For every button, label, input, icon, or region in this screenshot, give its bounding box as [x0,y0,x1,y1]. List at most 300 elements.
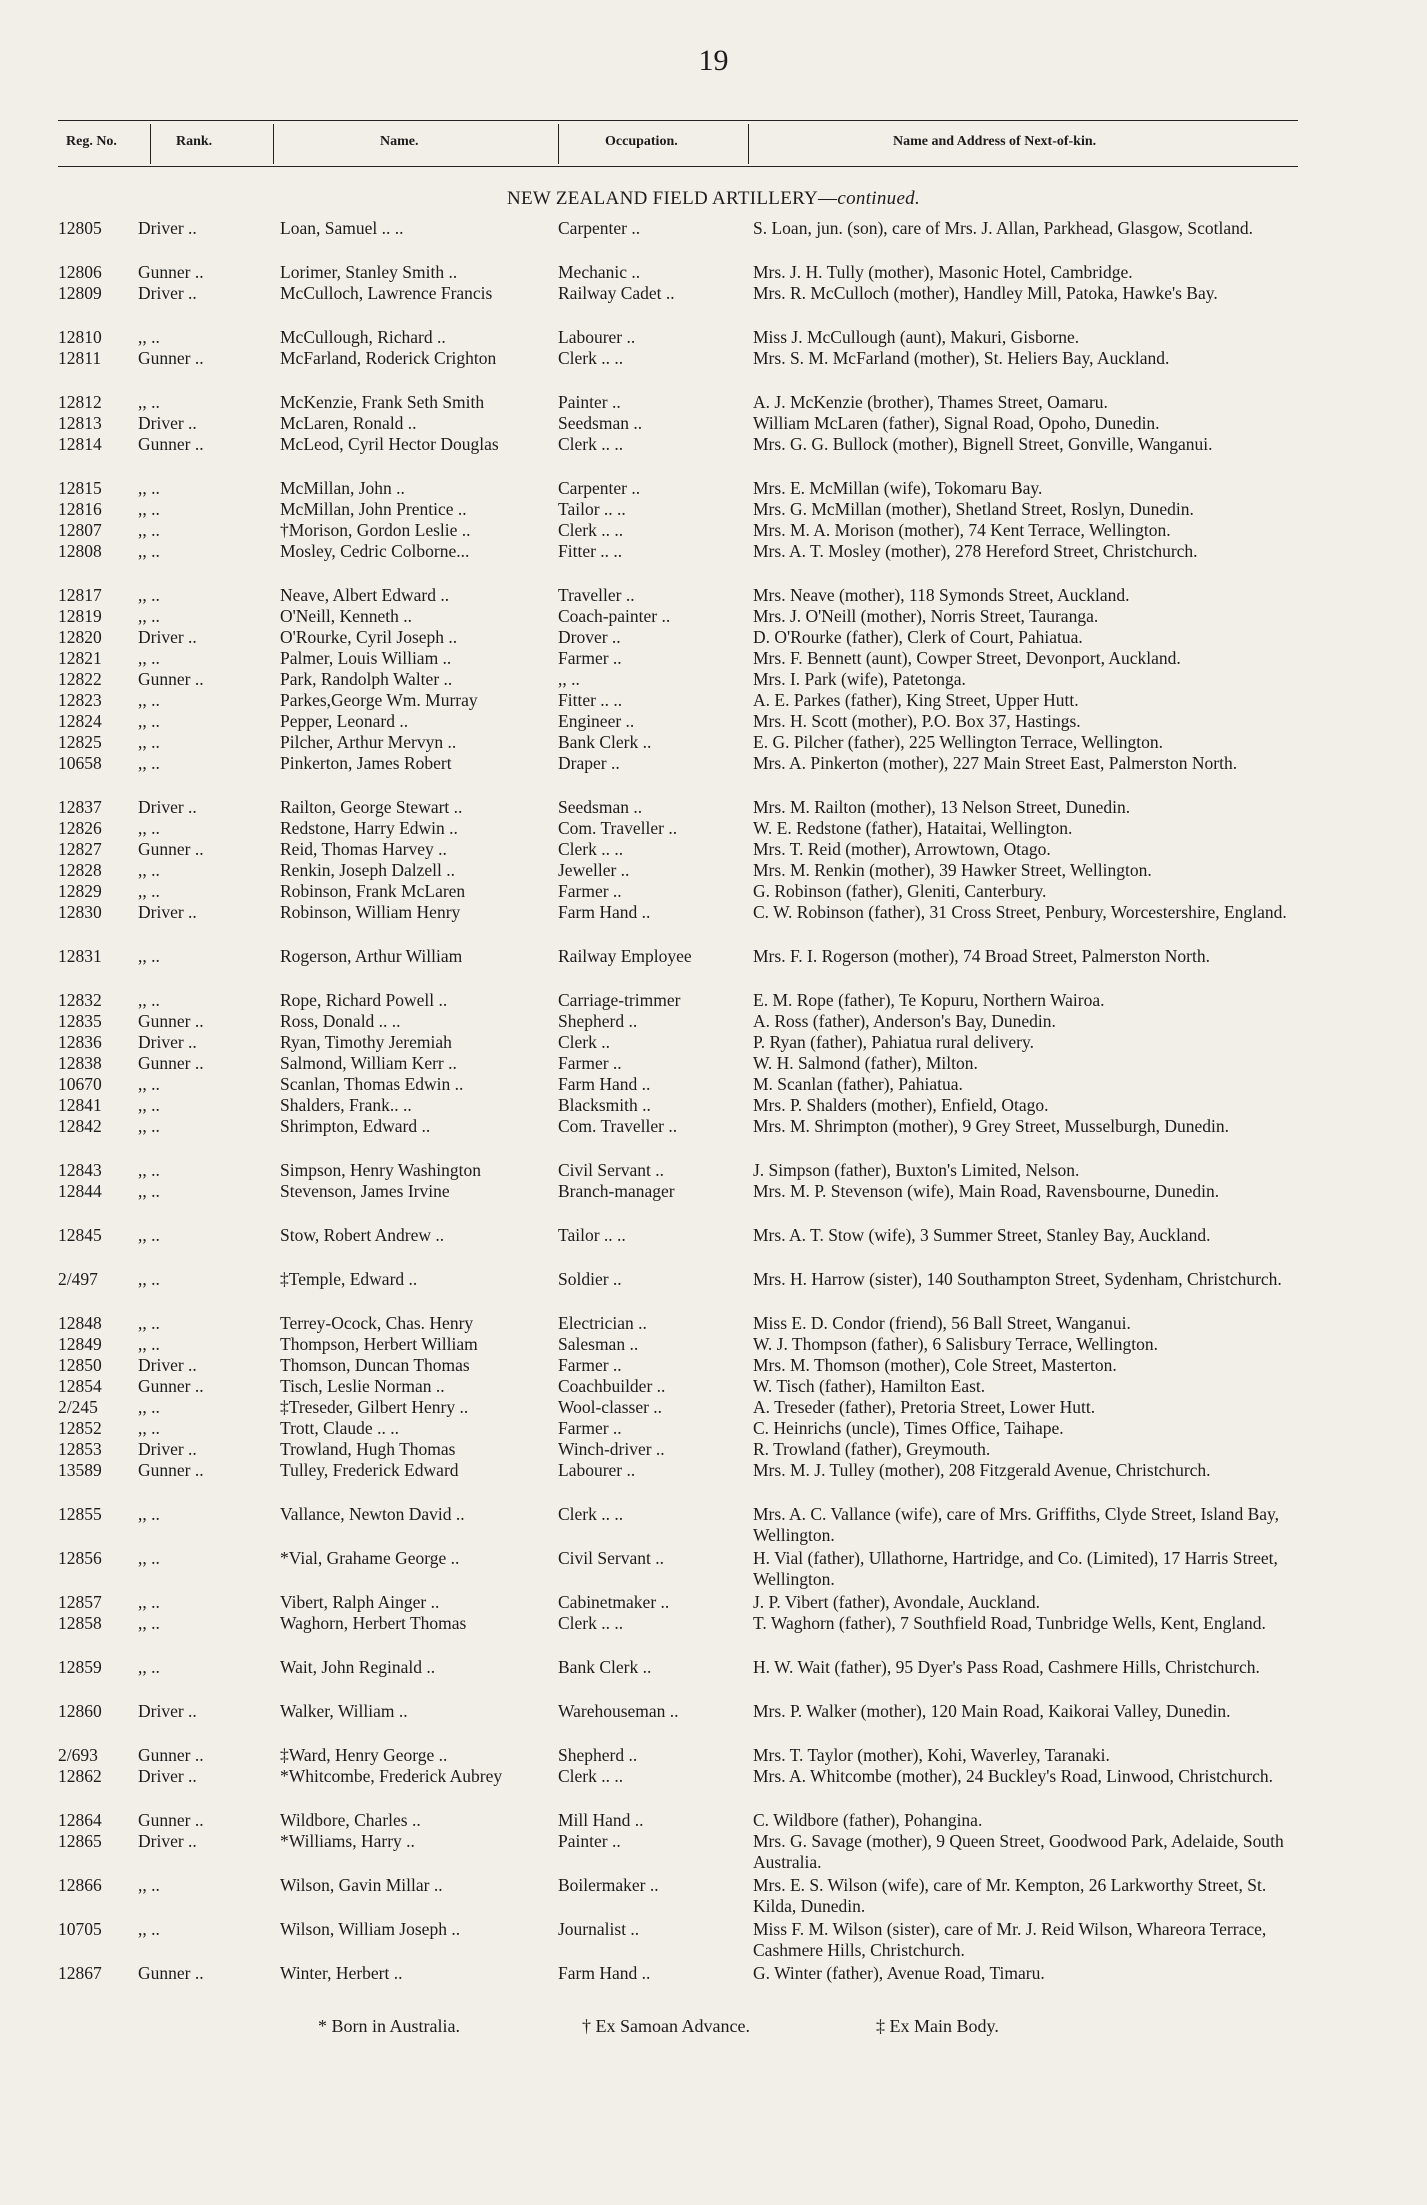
next-of-kin-cell: Mrs. P. Shalders (mother), Enfield, Otago. [753,1095,1049,1115]
reg-no-cell: 12810 [58,327,102,347]
rank-cell: ,, .. [138,860,160,880]
next-of-kin-cell: Miss F. M. Wilson (sister), care of Mr. J. Reid Wilson, Whareora Terrace, Cashmere Hills, Christchurch. [753,1919,1267,1960]
rank-cell: Gunner .. [138,1011,204,1031]
occupation-cell: Com. Traveller .. [558,1116,678,1136]
table-row [58,627,1298,648]
name-cell: Robinson, Frank McLaren [280,881,466,901]
header-divider [558,124,559,164]
table-row [58,218,1298,262]
table-row [58,1613,1298,1657]
reg-no-cell: 12848 [58,1313,102,1333]
footnote-samoan-advance: † Ex Samoan Advance. [582,2016,750,2036]
rank-cell: Driver .. [138,413,197,433]
occupation-cell: Bank Clerk .. [558,732,652,752]
occupation-cell: Carriage-trimmer [558,990,681,1010]
next-of-kin-cell: A. E. Parkes (father), King Street, Upper Hutt. [753,690,1079,710]
next-of-kin-cell: Mrs. M. J. Tulley (mother), 208 Fitzgerald Avenue, Christchurch. [753,1460,1211,1480]
rank-cell: Driver .. [138,1439,197,1459]
rank-cell: ,, .. [138,1504,160,1524]
table-row [58,1011,1298,1032]
rank-cell: Driver .. [138,902,197,922]
reg-no-cell: 12837 [58,797,102,817]
reg-no-cell: 12808 [58,541,102,561]
occupation-cell: Wool-classer .. [558,1397,663,1417]
rank-cell: Driver .. [138,283,197,303]
rank-cell: Gunner .. [138,1053,204,1073]
table-row [58,711,1298,732]
occupation-cell: Com. Traveller .. [558,818,678,838]
occupation-cell: Clerk .. .. [558,434,624,454]
table-row [58,392,1298,413]
table-row [58,1355,1298,1376]
rank-cell: ,, .. [138,1095,160,1115]
occupation-cell: Electrician .. [558,1313,647,1333]
reg-no-cell: 12831 [58,946,102,966]
table-row [58,606,1298,627]
table-row [58,902,1298,946]
occupation-cell: Cabinetmaker .. [558,1592,670,1612]
next-of-kin-cell: Miss E. D. Condor (friend), 56 Ball Street, Wanganui. [753,1313,1131,1333]
rank-cell: Driver .. [138,627,197,647]
table-row [58,860,1298,881]
page-number: 19 [698,44,729,77]
name-cell: Pepper, Leonard .. [280,711,409,731]
reg-no-cell: 2/693 [58,1745,98,1765]
rank-cell: ,, .. [138,818,160,838]
name-cell: Waghorn, Herbert Thomas [280,1613,467,1633]
next-of-kin-cell: Mrs. H. Scott (mother), P.O. Box 37, Hastings. [753,711,1081,731]
occupation-cell: Clerk .. [558,1032,611,1052]
name-cell: McLeod, Cyril Hector Douglas [280,434,499,454]
name-cell: McLaren, Ronald .. [280,413,417,433]
rank-cell: ,, .. [138,1225,160,1245]
name-cell: McCulloch, Lawrence Francis [280,283,493,303]
occupation-cell: Warehouseman .. [558,1701,679,1721]
rank-cell: ,, .. [138,690,160,710]
reg-no-cell: 12811 [58,348,102,368]
reg-no-cell: 12805 [58,218,102,238]
next-of-kin-cell: H. Vial (father), Ullathorne, Hartridge, and Co. (Limited), 17 Harris Street, Wellington. [753,1548,1278,1589]
next-of-kin-cell: C. Wildbore (father), Pohangina. [753,1810,983,1830]
reg-no-cell: 12849 [58,1334,102,1354]
next-of-kin-cell: E. M. Rope (father), Te Kopuru, Northern Wairoa. [753,990,1105,1010]
name-cell: Tulley, Frederick Edward [280,1460,459,1480]
header-next-of-kin: Name and Address of Next-of-kin. [893,134,1097,149]
rank-cell: ,, .. [138,327,160,347]
occupation-cell: Railway Cadet .. [558,283,675,303]
name-cell: Vallance, Newton David .. [280,1504,465,1524]
occupation-cell: Coachbuilder .. [558,1376,666,1396]
header-name: Name. [380,134,419,149]
next-of-kin-cell: Mrs. P. Walker (mother), 120 Main Road, Kaikorai Valley, Dunedin. [753,1701,1231,1721]
rank-cell: ,, .. [138,1116,160,1136]
name-cell: Trowland, Hugh Thomas [280,1439,456,1459]
table-row [58,1963,1298,1984]
next-of-kin-cell: M. Scanlan (father), Pahiatua. [753,1074,963,1094]
rank-cell: Driver .. [138,797,197,817]
header-divider [150,124,151,164]
next-of-kin-cell: A. Ross (father), Anderson's Bay, Dunedin. [753,1011,1056,1031]
occupation-cell: Farm Hand .. [558,1963,651,1983]
reg-no-cell: 12821 [58,648,102,668]
rank-cell: ,, .. [138,1657,160,1677]
occupation-cell: Clerk .. .. [558,348,624,368]
name-cell: Wildbore, Charles .. [280,1810,421,1830]
rank-cell: Driver .. [138,1701,197,1721]
next-of-kin-cell: Mrs. F. I. Rogerson (mother), 74 Broad Street, Palmerston North. [753,946,1210,966]
rank-cell: ,, .. [138,1181,160,1201]
next-of-kin-cell: Mrs. Neave (mother), 118 Symonds Street, Auckland. [753,585,1130,605]
reg-no-cell: 12806 [58,262,102,282]
footnote-born-australia: * Born in Australia. [318,2016,460,2036]
table-row [58,1397,1298,1418]
reg-no-cell: 10658 [58,753,102,773]
next-of-kin-cell: W. Tisch (father), Hamilton East. [753,1376,986,1396]
table-row [58,1074,1298,1095]
next-of-kin-cell: Mrs. G. McMillan (mother), Shetland Street, Roslyn, Dunedin. [753,499,1194,519]
next-of-kin-cell: C. W. Robinson (father), 31 Cross Street, Penbury, Worcestershire, England. [753,902,1287,922]
name-cell: Trott, Claude .. .. [280,1418,399,1438]
reg-no-cell: 12819 [58,606,102,626]
next-of-kin-cell: G. Robinson (father), Gleniti, Canterbury. [753,881,1047,901]
header-reg-no: Reg. No. [66,134,117,149]
name-cell: ‡Ward, Henry George .. [280,1745,448,1765]
rank-cell: Driver .. [138,1831,197,1851]
rank-cell: ,, .. [138,1160,160,1180]
reg-no-cell: 12857 [58,1592,102,1612]
next-of-kin-cell: J. Simpson (father), Buxton's Limited, Nelson. [753,1160,1080,1180]
name-cell: Loan, Samuel .. .. [280,218,404,238]
reg-no-cell: 12862 [58,1766,102,1786]
occupation-cell: Seedsman .. [558,413,643,433]
rank-cell: ,, .. [138,1269,160,1289]
name-cell: Vibert, Ralph Ainger .. [280,1592,440,1612]
reg-no-cell: 12826 [58,818,102,838]
next-of-kin-cell: E. G. Pilcher (father), 225 Wellington Terrace, Wellington. [753,732,1164,752]
reg-no-cell: 12830 [58,902,102,922]
name-cell: McMillan, John Prentice .. [280,499,467,519]
table-row [58,499,1298,520]
table-row [58,520,1298,541]
rank-cell: ,, .. [138,753,160,773]
next-of-kin-cell: Mrs. R. McCulloch (mother), Handley Mill, Patoka, Hawke's Bay. [753,283,1218,303]
name-cell: Ross, Donald .. .. [280,1011,401,1031]
rank-cell: ,, .. [138,648,160,668]
table-row [58,262,1298,283]
next-of-kin-cell: A. Treseder (father), Pretoria Street, Lower Hutt. [753,1397,1096,1417]
name-cell: Pilcher, Arthur Mervyn .. [280,732,457,752]
reg-no-cell: 12824 [58,711,102,731]
table-row [58,1053,1298,1074]
name-cell: Salmond, William Kerr .. [280,1053,457,1073]
table-row [58,1701,1298,1745]
table-row [58,797,1298,818]
reg-no-cell: 12843 [58,1160,102,1180]
name-cell: Robinson, William Henry [280,902,461,922]
name-cell: O'Rourke, Cyril Joseph .. [280,627,458,647]
occupation-cell: Draper .. [558,753,620,773]
reg-no-cell: 12841 [58,1095,102,1115]
reg-no-cell: 12809 [58,283,102,303]
occupation-cell: Clerk .. .. [558,839,624,859]
name-cell: Lorimer, Stanley Smith .. [280,262,458,282]
occupation-cell: Railway Employee [558,946,692,966]
next-of-kin-cell: S. Loan, jun. (son), care of Mrs. J. Allan, Parkhead, Glasgow, Scotland. [753,218,1253,238]
table-row [58,1875,1298,1919]
rank-cell: ,, .. [138,1418,160,1438]
name-cell: Rogerson, Arthur William [280,946,463,966]
header-top-rule [58,120,1298,121]
name-cell: Simpson, Henry Washington [280,1160,481,1180]
header-divider [273,124,274,164]
reg-no-cell: 12842 [58,1116,102,1136]
table-row [58,413,1298,434]
name-cell: Park, Randolph Walter .. [280,669,453,689]
reg-no-cell: 12814 [58,434,102,454]
occupation-cell: Farmer .. [558,1053,622,1073]
name-cell: †Morison, Gordon Leslie .. [280,520,471,540]
table-row [58,1504,1298,1548]
rank-cell: Driver .. [138,218,197,238]
occupation-cell: Farmer .. [558,648,622,668]
reg-no-cell: 12845 [58,1225,102,1245]
rank-cell: ,, .. [138,1548,160,1568]
occupation-cell: Carpenter .. [558,478,641,498]
name-cell: Scanlan, Thomas Edwin .. [280,1074,464,1094]
name-cell: Stow, Robert Andrew .. [280,1225,445,1245]
footnote-main-body: ‡ Ex Main Body. [876,2016,999,2036]
occupation-cell: Farmer .. [558,1418,622,1438]
table-row [58,348,1298,392]
name-cell: Wait, John Reginald .. [280,1657,436,1677]
table-row [58,669,1298,690]
name-cell: Palmer, Louis William .. [280,648,452,668]
rank-cell: Gunner .. [138,434,204,454]
table-row [58,1592,1298,1613]
occupation-cell: Boilermaker .. [558,1875,659,1895]
name-cell: Stevenson, James Irvine [280,1181,450,1201]
occupation-cell: Mill Hand .. [558,1810,644,1830]
rank-cell: ,, .. [138,881,160,901]
reg-no-cell: 12817 [58,585,102,605]
name-cell: Redstone, Harry Edwin .. [280,818,458,838]
table-row [58,753,1298,797]
rank-cell: Gunner .. [138,1376,204,1396]
next-of-kin-cell: D. O'Rourke (father), Clerk of Court, Pahiatua. [753,627,1083,647]
occupation-cell: Jeweller .. [558,860,630,880]
next-of-kin-cell: Mrs. M. P. Stevenson (wife), Main Road, Ravensbourne, Dunedin. [753,1181,1220,1201]
occupation-cell: Civil Servant .. [558,1160,664,1180]
reg-no-cell: 12815 [58,478,102,498]
reg-no-cell: 12844 [58,1181,102,1201]
occupation-cell: Farm Hand .. [558,902,651,922]
next-of-kin-cell: Mrs. A. Whitcombe (mother), 24 Buckley's Road, Linwood, Christchurch. [753,1766,1273,1786]
table-row [58,1181,1298,1225]
rank-cell: Driver .. [138,1032,197,1052]
next-of-kin-cell: Mrs. M. Renkin (mother), 39 Hawker Street, Wellington. [753,860,1152,880]
occupation-cell: Carpenter .. [558,218,641,238]
name-cell: McCullough, Richard .. [280,327,446,347]
roll-table [58,218,1298,1984]
rank-cell: ,, .. [138,1334,160,1354]
occupation-cell: Shepherd .. [558,1011,638,1031]
rank-cell: ,, .. [138,711,160,731]
name-cell: *Whitcombe, Frederick Aubrey [280,1766,503,1786]
table-row [58,1919,1298,1963]
next-of-kin-cell: Mrs. E. S. Wilson (wife), care of Mr. Kempton, 26 Larkworthy Street, St. Kilda, Dunedin. [753,1875,1267,1916]
header-bottom-rule [58,166,1298,167]
next-of-kin-cell: Mrs. A. C. Vallance (wife), care of Mrs. Griffiths, Clyde Street, Island Bay, Wellington. [753,1504,1280,1545]
table-row [58,541,1298,585]
occupation-cell: Soldier .. [558,1269,622,1289]
next-of-kin-cell: J. P. Vibert (father), Avondale, Auckland. [753,1592,1040,1612]
next-of-kin-cell: W. E. Redstone (father), Hataitai, Wellington. [753,818,1073,838]
rank-cell: Gunner .. [138,1963,204,1983]
name-cell: McFarland, Roderick Crighton [280,348,497,368]
reg-no-cell: 12832 [58,990,102,1010]
table-row [58,1376,1298,1397]
occupation-cell: Painter .. [558,1831,621,1851]
occupation-cell: Mechanic .. [558,262,641,282]
name-cell: Thomson, Duncan Thomas [280,1355,470,1375]
reg-no-cell: 2/497 [58,1269,98,1289]
next-of-kin-cell: Mrs. M. Railton (mother), 13 Nelson Street, Dunedin. [753,797,1131,817]
rank-cell: Driver .. [138,1355,197,1375]
reg-no-cell: 12853 [58,1439,102,1459]
name-cell: Pinkerton, James Robert [280,753,452,773]
next-of-kin-cell: Mrs. T. Reid (mother), Arrowtown, Otago. [753,839,1051,859]
next-of-kin-cell: Miss J. McCullough (aunt), Makuri, Gisborne. [753,327,1080,347]
occupation-cell: Bank Clerk .. [558,1657,652,1677]
table-row [58,434,1298,478]
occupation-cell: Branch-manager [558,1181,675,1201]
table-row [58,648,1298,669]
footnotes [0,2016,1427,2046]
header-divider [748,124,749,164]
table-row [58,283,1298,327]
table-row [58,839,1298,860]
name-cell: Parkes,George Wm. Murray [280,690,478,710]
table-row [58,1269,1298,1313]
table-row [58,1745,1298,1766]
reg-no-cell: 12855 [58,1504,102,1524]
occupation-cell: Clerk .. .. [558,1766,624,1786]
name-cell: ‡Treseder, Gilbert Henry .. [280,1397,469,1417]
reg-no-cell: 12828 [58,860,102,880]
rank-cell: Gunner .. [138,348,204,368]
occupation-cell: Farm Hand .. [558,1074,651,1094]
table-row [58,1160,1298,1181]
rank-cell: ,, .. [138,990,160,1010]
reg-no-cell: 12807 [58,520,102,540]
reg-no-cell: 12850 [58,1355,102,1375]
next-of-kin-cell: W. H. Salmond (father), Milton. [753,1053,978,1073]
next-of-kin-cell: T. Waghorn (father), 7 Southfield Road, Tunbridge Wells, Kent, England. [753,1613,1266,1633]
occupation-cell: Tailor .. .. [558,499,626,519]
next-of-kin-cell: W. J. Thompson (father), 6 Salisbury Terrace, Wellington. [753,1334,1158,1354]
occupation-cell: Tailor .. .. [558,1225,626,1245]
name-cell: *Vial, Grahame George .. [280,1548,460,1568]
next-of-kin-cell: William McLaren (father), Signal Road, Opoho, Dunedin. [753,413,1160,433]
reg-no-cell: 12816 [58,499,102,519]
name-cell: Shalders, Frank.. .. [280,1095,412,1115]
reg-no-cell: 12867 [58,1963,102,1983]
table-row [58,818,1298,839]
name-cell: McKenzie, Frank Seth Smith [280,392,485,412]
occupation-cell: Engineer .. [558,711,635,731]
reg-no-cell: 12859 [58,1657,102,1677]
name-cell: Walker, William .. [280,1701,408,1721]
occupation-cell: Coach-painter .. [558,606,671,626]
rank-cell: Gunner .. [138,1810,204,1830]
next-of-kin-cell: Mrs. M. Shrimpton (mother), 9 Grey Street, Musselburgh, Dunedin. [753,1116,1230,1136]
reg-no-cell: 12865 [58,1831,102,1851]
rank-cell: ,, .. [138,946,160,966]
table-row [58,1418,1298,1439]
occupation-cell: Fitter .. .. [558,690,623,710]
reg-no-cell: 2/245 [58,1397,98,1417]
column-header-row [58,124,1298,164]
header-occupation: Occupation. [605,134,678,149]
table-row [58,1439,1298,1460]
rank-cell: ,, .. [138,392,160,412]
reg-no-cell: 12835 [58,1011,102,1031]
next-of-kin-cell: Mrs. J. O'Neill (mother), Norris Street, Tauranga. [753,606,1099,626]
name-cell: Shrimpton, Edward .. [280,1116,431,1136]
reg-no-cell: 12852 [58,1418,102,1438]
next-of-kin-cell: Mrs. H. Harrow (sister), 140 Southampton Street, Sydenham, Christchurch. [753,1269,1282,1289]
table-row [58,1766,1298,1810]
name-cell: O'Neill, Kenneth .. [280,606,412,626]
rank-cell: Gunner .. [138,1460,204,1480]
table-row [58,1225,1298,1269]
reg-no-cell: 10670 [58,1074,102,1094]
name-cell: Renkin, Joseph Dalzell .. [280,860,455,880]
reg-no-cell: 12858 [58,1613,102,1633]
rank-cell: Gunner .. [138,262,204,282]
reg-no-cell: 10705 [58,1919,102,1939]
occupation-cell: Drover .. [558,627,621,647]
next-of-kin-cell: Mrs. M. A. Morison (mother), 74 Kent Terrace, Wellington. [753,520,1171,540]
reg-no-cell: 12860 [58,1701,102,1721]
reg-no-cell: 13589 [58,1460,102,1480]
table-row [58,585,1298,606]
name-cell: Railton, George Stewart .. [280,797,463,817]
rank-cell: ,, .. [138,1875,160,1895]
reg-no-cell: 12812 [58,392,102,412]
rank-cell: ,, .. [138,585,160,605]
occupation-cell: Blacksmith .. [558,1095,651,1115]
name-cell: Mosley, Cedric Colborne... [280,541,470,561]
next-of-kin-cell: Mrs. A. T. Stow (wife), 3 Summer Street, Stanley Bay, Auckland. [753,1225,1211,1245]
occupation-cell: Journalist .. [558,1919,640,1939]
table-row [58,1831,1298,1875]
table-row [58,732,1298,753]
reg-no-cell: 12823 [58,690,102,710]
table-row [58,946,1298,990]
reg-no-cell: 12836 [58,1032,102,1052]
occupation-cell: Civil Servant .. [558,1548,664,1568]
occupation-cell: Fitter .. .. [558,541,623,561]
name-cell: *Williams, Harry .. [280,1831,415,1851]
occupation-cell: ,, .. [558,669,580,689]
rank-cell: ,, .. [138,1613,160,1633]
occupation-cell: Shepherd .. [558,1745,638,1765]
next-of-kin-cell: A. J. McKenzie (brother), Thames Street, Oamaru. [753,392,1108,412]
rank-cell: Driver .. [138,1766,197,1786]
next-of-kin-cell: Mrs. I. Park (wife), Patetonga. [753,669,966,689]
next-of-kin-cell: Mrs. T. Taylor (mother), Kohi, Waverley, Taranaki. [753,1745,1110,1765]
